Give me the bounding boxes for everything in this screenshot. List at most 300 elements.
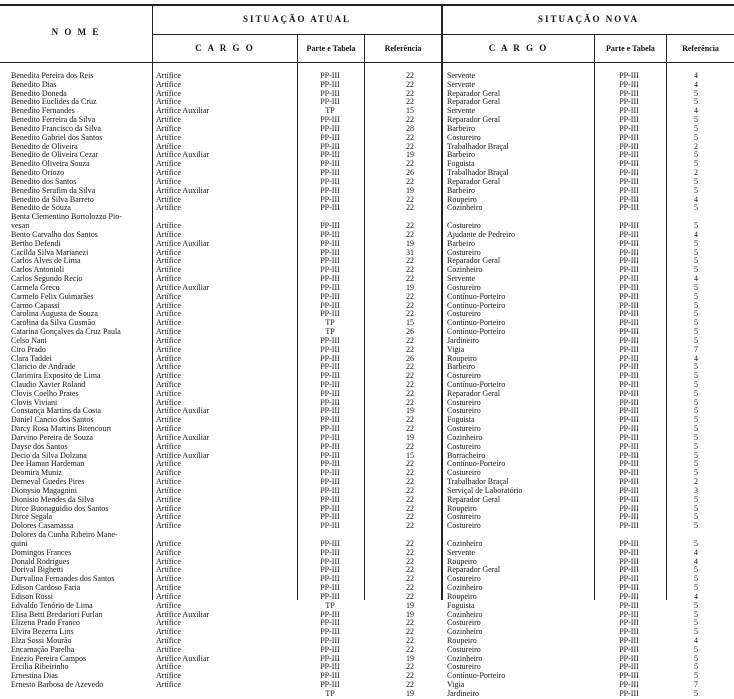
table-row xyxy=(0,160,734,169)
cargo-atual-cell: Artífice xyxy=(156,663,181,672)
table-row xyxy=(0,681,734,690)
referencia-atual-cell: 22 xyxy=(406,672,414,681)
referencia-nova-cell: 5 xyxy=(694,328,698,337)
name-cell: Edvaldo Tenório de Lima xyxy=(11,601,93,610)
parte-atual-cell: PP-III xyxy=(320,460,340,469)
table-row xyxy=(0,275,734,284)
table-row xyxy=(0,646,734,655)
referencia-atual-cell: 22 xyxy=(406,222,414,231)
referencia-nova-cell: 5 xyxy=(694,522,698,531)
table-row xyxy=(0,602,734,611)
referencia-nova-cell: 5 xyxy=(694,584,698,593)
cargo-nova-cell: Cozinheiro xyxy=(447,628,483,637)
referencia-atual-cell: 22 xyxy=(406,380,414,389)
table-row xyxy=(0,125,734,134)
cargo-atual-cell: Artífice xyxy=(156,204,181,213)
cargo-nova-cell: Servente xyxy=(447,275,475,284)
parte-nova-cell: PP-III xyxy=(619,186,639,195)
parte-nova-cell: PP-III xyxy=(619,637,639,645)
cargo-nova-cell: Reparador Geral xyxy=(447,257,501,266)
table-row xyxy=(0,628,734,637)
cargo-nova-cell: Costureiro xyxy=(447,283,481,292)
cargo-atual-cell: Artífice xyxy=(156,495,181,504)
referencia-nova-cell: 5 xyxy=(694,372,698,381)
name-cell: Dolores da Cunha Ribeiro Mane- xyxy=(11,531,118,540)
referencia-atual-cell: 19 xyxy=(406,601,414,610)
name-cell: Derneval Guedes Pires xyxy=(11,478,85,487)
referencia-atual-cell: 22 xyxy=(406,275,414,284)
referencia-atual-cell: 22 xyxy=(406,257,414,266)
cargo-atual-cell: Artífice xyxy=(156,681,181,690)
referencia-nova-cell: 5 xyxy=(694,654,698,663)
cargo-atual-cell: Artífice xyxy=(156,637,181,645)
name-cell: Dirce Segala xyxy=(11,513,53,522)
cargo-nova-cell: Costureiro xyxy=(447,133,481,142)
referencia-atual-cell: 22 xyxy=(406,80,414,89)
parte-nova-cell: PP-III xyxy=(619,539,639,548)
table-row xyxy=(0,213,734,222)
cargo-nova-cell: Costureiro xyxy=(447,645,481,654)
cargo-atual-cell: Artífice xyxy=(156,645,181,654)
parte-nova-cell: PP-III xyxy=(619,107,639,116)
parte-nova-cell: PP-III xyxy=(619,478,639,487)
parte-atual-cell: PP-III xyxy=(320,142,340,151)
referencia-atual-cell: 19 xyxy=(406,151,414,160)
cargo-nova-cell: Costureiro xyxy=(447,442,481,451)
cargo-nova-cell: Jardineiro xyxy=(447,689,479,698)
cargo-atual-cell: Artífice xyxy=(156,336,181,345)
name-cell: Clovis Coelho Prates xyxy=(11,389,79,398)
name-cell: Benedito Serafim da Silva xyxy=(11,186,96,195)
referencia-atual-cell: 22 xyxy=(406,98,414,107)
parte-nova-cell: PP-III xyxy=(619,89,639,98)
table-row xyxy=(0,566,734,575)
name-cell: Carmela Greco xyxy=(11,283,60,292)
cargo-atual-cell: Artífice xyxy=(156,619,181,628)
referencia-atual-cell: 22 xyxy=(406,230,414,239)
parte-atual-cell: PP-III xyxy=(320,681,340,690)
parte-nova-cell: PP-III xyxy=(619,363,639,372)
parte-atual-cell: PP-III xyxy=(320,301,340,310)
cargo-atual-cell: Artífice xyxy=(156,575,181,584)
referencia-atual-cell: 22 xyxy=(406,389,414,398)
referencia-nova-cell: 4 xyxy=(694,592,698,601)
table-row xyxy=(0,381,734,390)
name-cell: Claudio Xavier Roland xyxy=(11,380,86,389)
cargo-atual-cell: Artífice xyxy=(156,389,181,398)
name-cell: Claricio de Andrade xyxy=(11,363,76,372)
cargo-atual-cell: Artífice xyxy=(156,566,181,575)
table-body xyxy=(0,72,734,699)
referencia-atual-cell: 26 xyxy=(406,169,414,178)
referencia-atual-cell: 22 xyxy=(406,372,414,381)
parte-atual-cell: PP-III xyxy=(320,451,340,460)
cargo-atual-cell: Artífice xyxy=(156,133,181,142)
cargo-nova-cell: Roupeiro xyxy=(447,504,477,513)
referencia-nova-cell: 5 xyxy=(694,389,698,398)
name-cell: Daniel Cancio dos Santos xyxy=(11,416,94,425)
header-situacao-atual: SITUAÇÃO ATUAL xyxy=(242,14,352,24)
parte-nova-cell: PP-III xyxy=(619,177,639,186)
parte-nova-cell: PP-III xyxy=(619,283,639,292)
cargo-atual-cell: Artífice xyxy=(156,116,181,125)
referencia-nova-cell: 5 xyxy=(694,451,698,460)
cargo-nova-cell: Contínuo-Porteiro xyxy=(447,328,506,337)
cargo-nova-cell: Costureiro xyxy=(447,372,481,381)
parte-nova-cell: PP-III xyxy=(619,354,639,363)
table-row xyxy=(0,151,734,160)
name-cell: Elza Sossi Mourão xyxy=(11,637,72,645)
table-row xyxy=(0,355,734,364)
table-row xyxy=(0,134,734,143)
cargo-atual-cell: Artífice xyxy=(156,292,181,301)
referencia-nova-cell: 5 xyxy=(694,425,698,434)
referencia-atual-cell: 19 xyxy=(406,654,414,663)
parte-nova-cell: PP-III xyxy=(619,80,639,89)
cargo-atual-cell: Artífice xyxy=(156,72,181,80)
parte-nova-cell: PP-III xyxy=(619,239,639,248)
parte-atual-cell: PP-III xyxy=(320,645,340,654)
referencia-atual-cell: 19 xyxy=(406,186,414,195)
referencia-atual-cell: 22 xyxy=(406,336,414,345)
name-cell: Dolores Casamassa xyxy=(11,522,74,531)
parte-atual-cell: PP-III xyxy=(320,504,340,513)
parte-nova-cell: PP-III xyxy=(619,451,639,460)
parte-nova-cell: PP-III xyxy=(619,504,639,513)
name-cell: Benedito Oliveira Souza xyxy=(11,160,90,169)
parte-atual-cell: TP xyxy=(325,601,335,610)
referencia-nova-cell: 5 xyxy=(694,266,698,275)
parte-atual-cell: PP-III xyxy=(320,151,340,160)
cargo-atual-cell: Artífice xyxy=(156,504,181,513)
name-cell: Encarnação Parelha xyxy=(11,645,75,654)
header-cargo: C A R G O xyxy=(195,43,255,53)
parte-atual-cell: PP-III xyxy=(320,372,340,381)
cargo-atual-cell: Artífice Auxiliar xyxy=(156,451,210,460)
referencia-atual-cell: 22 xyxy=(406,566,414,575)
cargo-nova-cell: Barbeiro xyxy=(447,363,475,372)
referencia-atual-cell: 22 xyxy=(406,142,414,151)
name-cell: Dayse dos Santos xyxy=(11,442,68,451)
parte-atual-cell: TP xyxy=(325,328,335,337)
cargo-atual-cell: Artífice xyxy=(156,672,181,681)
referencia-atual-cell: 22 xyxy=(406,345,414,354)
cargo-atual-cell: Artífice xyxy=(156,372,181,381)
referencia-atual-cell: 22 xyxy=(406,204,414,213)
cargo-nova-cell: Contínuo-Porteiro xyxy=(447,301,506,310)
cargo-nova-cell: Costureiro xyxy=(447,310,481,319)
name-cell: Ernesto Barbosa de Azevedo xyxy=(11,681,104,690)
header-bottom-rule xyxy=(0,62,734,63)
cargo-nova-cell: Reparador Geral xyxy=(447,89,501,98)
referencia-nova-cell: 4 xyxy=(694,557,698,566)
parte-nova-cell: PP-III xyxy=(619,469,639,478)
name-cell: Donald Rodrigues xyxy=(11,557,70,566)
referencia-atual-cell: 26 xyxy=(406,328,414,337)
table-row xyxy=(0,169,734,178)
cargo-atual-cell: Artífice xyxy=(156,592,181,601)
referencia-nova-cell: 7 xyxy=(694,345,698,354)
parte-nova-cell: PP-III xyxy=(619,584,639,593)
referencia-atual-cell: 15 xyxy=(406,107,414,116)
name-cell: Dirce Buonaguidio dos Santos xyxy=(11,504,109,513)
table-row xyxy=(0,469,734,478)
parte-nova-cell: PP-III xyxy=(619,619,639,628)
name-cell: Elisa Betti Bredariori Furlan xyxy=(11,610,103,619)
referencia-atual-cell: 15 xyxy=(406,319,414,328)
name-cell: Ciro Prado xyxy=(11,345,46,354)
cargo-atual-cell: Artífice xyxy=(156,539,181,548)
parte-atual-cell: PP-III xyxy=(320,124,340,133)
parte-atual-cell: PP-III xyxy=(320,363,340,372)
table-row xyxy=(0,302,734,311)
parte-nova-cell: PP-III xyxy=(619,222,639,231)
table-row xyxy=(0,513,734,522)
table-row xyxy=(0,619,734,628)
parte-atual-cell: PP-III xyxy=(320,160,340,169)
referencia-atual-cell: 22 xyxy=(406,584,414,593)
cargo-nova-cell: Costureiro xyxy=(447,222,481,231)
cargo-atual-cell: Artífice Auxiliar xyxy=(156,433,210,442)
name-cell: Benedito Euclides da Cruz xyxy=(11,98,97,107)
referencia-atual-cell: 22 xyxy=(406,398,414,407)
cargo-atual-cell: Artífice xyxy=(156,248,181,257)
table-row xyxy=(0,690,734,699)
name-cell: Carlos Segundo Recio xyxy=(11,275,83,284)
parte-atual-cell: PP-III xyxy=(320,248,340,257)
table-row xyxy=(0,196,734,205)
cargo-atual-cell: Artífice xyxy=(156,142,181,151)
cargo-nova-cell: Foguista xyxy=(447,601,475,610)
table-row xyxy=(0,143,734,152)
cargo-nova-cell: Trabalhador Braçal xyxy=(447,478,509,487)
cargo-atual-cell: Artífice xyxy=(156,460,181,469)
cargo-atual-cell: Artífice xyxy=(156,601,181,610)
name-cell: Clara Taddei xyxy=(11,354,52,363)
cargo-nova-cell: Foguista xyxy=(447,160,475,169)
parte-nova-cell: PP-III xyxy=(619,513,639,522)
referencia-atual-cell: 22 xyxy=(406,592,414,601)
cargo-nova-cell: Reparador Geral xyxy=(447,116,501,125)
cargo-nova-cell: Contínuo-Porteiro xyxy=(447,292,506,301)
parte-atual-cell: PP-III xyxy=(320,672,340,681)
name-cell: Carolina da Silva Gusmão xyxy=(11,319,96,328)
referencia-atual-cell: 22 xyxy=(406,522,414,531)
cargo-nova-cell: Costureiro xyxy=(447,469,481,478)
cargo-atual-cell: Artífice Auxiliar xyxy=(156,186,210,195)
parte-atual-cell: PP-III xyxy=(320,575,340,584)
cargo-nova-cell: Costureiro xyxy=(447,407,481,416)
parte-atual-cell: PP-III xyxy=(320,592,340,601)
top-rule xyxy=(0,4,734,6)
cargo-atual-cell: Artífice xyxy=(156,486,181,495)
name-cell: Clovis Viviani xyxy=(11,398,58,407)
referencia-atual-cell: 22 xyxy=(406,195,414,204)
referencia-nova-cell: 4 xyxy=(694,637,698,645)
parte-nova-cell: PP-III xyxy=(619,645,639,654)
parte-nova-cell: PP-III xyxy=(619,204,639,213)
cargo-nova-cell: Serviçal de Laboratório xyxy=(447,486,523,495)
name-cell: Dionysio Magagnini xyxy=(11,486,77,495)
parte-atual-cell: PP-III xyxy=(320,266,340,275)
parte-atual-cell: PP-III xyxy=(320,619,340,628)
cargo-nova-cell: Cozinheiro xyxy=(447,654,483,663)
table-row xyxy=(0,257,734,266)
parte-atual-cell: PP-III xyxy=(320,195,340,204)
header-referencia-nova: Referência xyxy=(682,44,719,53)
parte-nova-cell: PP-III xyxy=(619,522,639,531)
parte-atual-cell: PP-III xyxy=(320,89,340,98)
table-row xyxy=(0,505,734,514)
cargo-nova-cell: Costureiro xyxy=(447,619,481,628)
referencia-atual-cell: 19 xyxy=(406,610,414,619)
referencia-atual-cell: 22 xyxy=(406,133,414,142)
table-row xyxy=(0,540,734,549)
name-cell: Ernestina Dias xyxy=(11,672,58,681)
referencia-nova-cell: 5 xyxy=(694,469,698,478)
table-row xyxy=(0,584,734,593)
table-row xyxy=(0,655,734,664)
parte-nova-cell: PP-III xyxy=(619,292,639,301)
table-row xyxy=(0,425,734,434)
cargo-nova-cell: Cozinheiro xyxy=(447,539,483,548)
referencia-nova-cell: 4 xyxy=(694,230,698,239)
parte-atual-cell: PP-III xyxy=(320,416,340,425)
name-cell: Bento Carvalho dos Santos xyxy=(11,230,98,239)
name-cell: Benedito Gabriel dos Santos xyxy=(11,133,103,142)
name-cell: Carmo Capassi xyxy=(11,301,60,310)
referencia-nova-cell: 5 xyxy=(694,628,698,637)
parte-atual-cell: PP-III xyxy=(320,407,340,416)
referencia-atual-cell: 22 xyxy=(406,557,414,566)
name-cell: Decio da Silva Dolzana xyxy=(11,451,87,460)
referencia-nova-cell: 5 xyxy=(694,222,698,231)
parte-nova-cell: PP-III xyxy=(619,142,639,151)
parte-atual-cell: PP-III xyxy=(320,380,340,389)
table-row xyxy=(0,460,734,469)
cargo-atual-cell: Artífice xyxy=(156,513,181,522)
parte-atual-cell: PP-III xyxy=(320,222,340,231)
name-cell: Clarimira Exposito de Lima xyxy=(11,372,101,381)
cargo-atual-cell: Artífice xyxy=(156,345,181,354)
parte-nova-cell: PP-III xyxy=(619,681,639,690)
parte-atual-cell: PP-III xyxy=(320,72,340,80)
table-row xyxy=(0,443,734,452)
referencia-nova-cell: 4 xyxy=(694,195,698,204)
parte-atual-cell: PP-III xyxy=(320,522,340,531)
parte-nova-cell: PP-III xyxy=(619,328,639,337)
table-row xyxy=(0,637,734,646)
parte-atual-cell: PP-III xyxy=(320,513,340,522)
parte-atual-cell: TP xyxy=(325,107,335,116)
parte-nova-cell: PP-III xyxy=(619,557,639,566)
referencia-atual-cell: 22 xyxy=(406,478,414,487)
table-row xyxy=(0,593,734,602)
cargo-nova-cell: Costureiro xyxy=(447,248,481,257)
cargo-atual-cell: Artífice xyxy=(156,257,181,266)
cargo-nova-cell: Barbeiro xyxy=(447,124,475,133)
referencia-nova-cell: 5 xyxy=(694,513,698,522)
parte-nova-cell: PP-III xyxy=(619,407,639,416)
parte-atual-cell: PP-III xyxy=(320,389,340,398)
cargo-atual-cell: Artífice xyxy=(156,230,181,239)
cargo-nova-cell: Reparador Geral xyxy=(447,389,501,398)
parte-atual-cell: PP-III xyxy=(320,398,340,407)
parte-atual-cell: PP-III xyxy=(320,310,340,319)
parte-nova-cell: PP-III xyxy=(619,336,639,345)
table-row xyxy=(0,81,734,90)
cargo-atual-cell: Artífice xyxy=(156,363,181,372)
parte-nova-cell: PP-III xyxy=(619,566,639,575)
parte-nova-cell: PP-III xyxy=(619,654,639,663)
referencia-atual-cell: 22 xyxy=(406,89,414,98)
referencia-nova-cell: 5 xyxy=(694,239,698,248)
cargo-nova-cell: Borracheiro xyxy=(447,451,486,460)
cargo-atual-cell: Artífice xyxy=(156,169,181,178)
referencia-nova-cell: 5 xyxy=(694,301,698,310)
parte-nova-cell: PP-III xyxy=(619,389,639,398)
referencia-atual-cell: 22 xyxy=(406,548,414,557)
name-cell: Darvino Pereira de Souza xyxy=(11,433,93,442)
parte-atual-cell: PP-III xyxy=(320,495,340,504)
parte-atual-cell: PP-III xyxy=(320,637,340,645)
parte-atual-cell: PP-III xyxy=(320,584,340,593)
parte-nova-cell: PP-III xyxy=(619,116,639,125)
name-cell: Carolina Augusta de Souza xyxy=(11,310,98,319)
table-row xyxy=(0,452,734,461)
parte-atual-cell: PP-III xyxy=(320,628,340,637)
table-row xyxy=(0,204,734,213)
parte-nova-cell: PP-III xyxy=(619,433,639,442)
parte-nova-cell: PP-III xyxy=(619,495,639,504)
cargo-nova-cell: Contínuo-Porteiro xyxy=(447,380,506,389)
cargo-atual-cell: Artífice xyxy=(156,275,181,284)
cargo-atual-cell: Artífice Auxiliar xyxy=(156,239,210,248)
header-cargo-nova: C A R G O xyxy=(488,43,549,53)
cargo-nova-cell: Cozinheiro xyxy=(447,610,483,619)
parte-nova-cell: PP-III xyxy=(619,592,639,601)
table-row xyxy=(0,407,734,416)
referencia-atual-cell: 22 xyxy=(406,292,414,301)
referencia-nova-cell: 5 xyxy=(694,98,698,107)
referencia-nova-cell: 4 xyxy=(694,80,698,89)
parte-nova-cell: PP-III xyxy=(619,689,639,698)
parte-nova-cell: PP-III xyxy=(619,257,639,266)
referencia-atual-cell: 22 xyxy=(406,645,414,654)
parte-atual-cell: PP-III xyxy=(320,425,340,434)
parte-atual-cell: PP-III xyxy=(320,354,340,363)
parte-nova-cell: PP-III xyxy=(619,151,639,160)
header-referencia: Referência xyxy=(384,44,422,53)
table-row xyxy=(0,90,734,99)
table-row xyxy=(0,372,734,381)
referencia-nova-cell: 5 xyxy=(694,689,698,698)
table-row xyxy=(0,72,734,81)
name-cell: Benedito Fernandes xyxy=(11,107,75,116)
header-situacao-nova: SITUAÇÃO NOVA xyxy=(537,14,640,24)
referencia-nova-cell: 2 xyxy=(694,478,698,487)
parte-nova-cell: PP-III xyxy=(619,133,639,142)
name-cell: Dorival Bighetti xyxy=(11,566,64,575)
parte-atual-cell: PP-III xyxy=(320,433,340,442)
parte-nova-cell: PP-III xyxy=(619,610,639,619)
name-cell: Benedito dos Santos xyxy=(11,177,77,186)
referencia-nova-cell: 5 xyxy=(694,416,698,425)
parte-nova-cell: PP-III xyxy=(619,486,639,495)
parte-atual-cell: PP-III xyxy=(320,442,340,451)
referencia-nova-cell: 5 xyxy=(694,407,698,416)
referencia-nova-cell: 4 xyxy=(694,548,698,557)
